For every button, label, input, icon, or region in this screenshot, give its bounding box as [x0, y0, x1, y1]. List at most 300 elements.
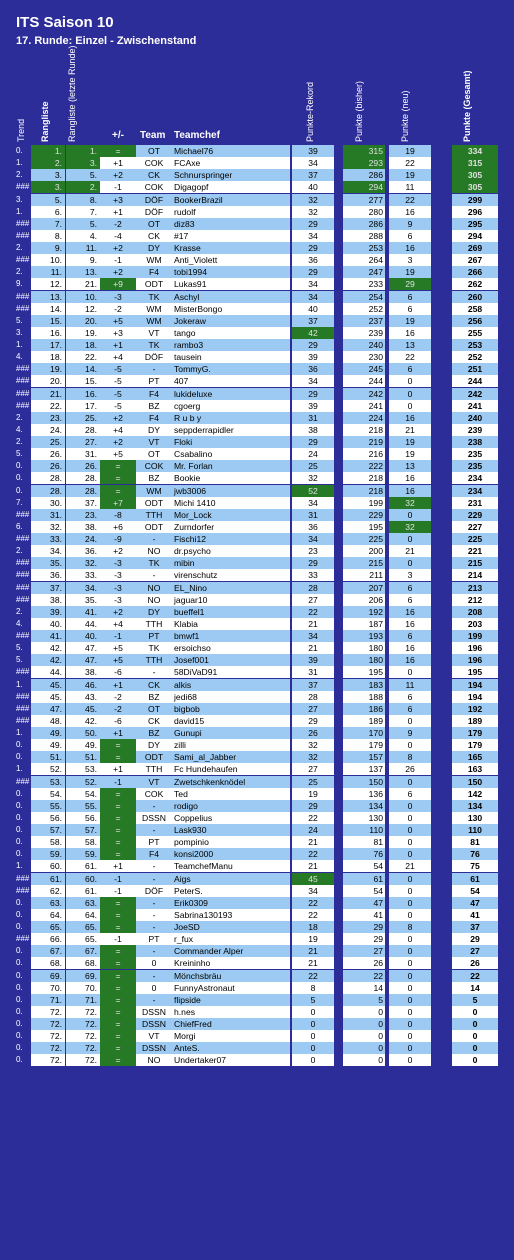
cell-team: TTH: [136, 509, 172, 521]
cell-bisher: 195: [343, 521, 385, 533]
cell-rekord: 22: [292, 909, 334, 921]
cell-team: ODT: [136, 278, 172, 290]
cell-prev-rank: 12.: [66, 303, 100, 315]
table-row: [0, 412, 514, 424]
cell-diff: +1: [100, 763, 136, 775]
cell-team: F4: [136, 848, 172, 860]
cell-bisher: 29: [343, 933, 385, 945]
cell-bisher: 206: [343, 594, 385, 606]
header-rangliste: Rangliste: [40, 101, 50, 142]
cell-neu: 0: [389, 715, 431, 727]
cell-rank: 45.: [31, 679, 65, 691]
table-row: [0, 642, 514, 654]
cell-prev-rank: 60.: [66, 873, 100, 885]
cell-rekord: 29: [292, 800, 334, 812]
cell-team: CK: [136, 169, 172, 181]
cell-trend: 1.: [16, 206, 23, 216]
cell-diff: -6: [100, 666, 136, 678]
cell-bisher: 240: [343, 339, 385, 351]
cell-bisher: 280: [343, 206, 385, 218]
cell-gesamt: 81: [452, 836, 498, 848]
cell-rekord: 25: [292, 460, 334, 472]
cell-teamchef: dr.psycho: [172, 545, 290, 557]
cell-rank: 3.: [31, 181, 65, 193]
cell-neu: 19: [389, 145, 431, 157]
cell-neu: 19: [389, 266, 431, 278]
cell-teamchef: ersoichso: [172, 642, 290, 654]
cell-gesamt: 258: [452, 303, 498, 315]
table-row: [0, 363, 514, 375]
cell-bisher: 110: [343, 824, 385, 836]
cell-teamchef: tobi1994: [172, 266, 290, 278]
cell-team: TTH: [136, 654, 172, 666]
table-row: [0, 848, 514, 860]
cell-rekord: 0: [292, 1006, 334, 1018]
cell-diff: +1: [100, 727, 136, 739]
cell-team: COK: [136, 157, 172, 169]
table-row: [0, 715, 514, 727]
cell-diff: +5: [100, 654, 136, 666]
cell-bisher: 22: [343, 970, 385, 982]
header-rangliste-letzte: Rangliste (letzte Runde): [67, 45, 77, 142]
cell-prev-rank: 52.: [66, 776, 100, 788]
table-row: [0, 654, 514, 666]
cell-bisher: 286: [343, 169, 385, 181]
cell-diff: =: [100, 921, 136, 933]
cell-team: TK: [136, 557, 172, 569]
cell-trend: 3.: [16, 194, 23, 204]
cell-bisher: 0: [343, 1054, 385, 1066]
cell-diff: +3: [100, 194, 136, 206]
cell-rank: 72.: [31, 1006, 65, 1018]
table-row: [0, 206, 514, 218]
cell-gesamt: 221: [452, 545, 498, 557]
cell-gesamt: 196: [452, 642, 498, 654]
cell-prev-rank: 7.: [66, 206, 100, 218]
cell-diff: +2: [100, 606, 136, 618]
cell-trend: 0.: [16, 788, 23, 798]
table-row: [0, 885, 514, 897]
cell-prev-rank: 25.: [66, 412, 100, 424]
cell-gesamt: 37: [452, 921, 498, 933]
table-row: [0, 291, 514, 303]
cell-rank: 53.: [31, 776, 65, 788]
cell-bisher: 253: [343, 242, 385, 254]
cell-rank: 60.: [31, 860, 65, 872]
cell-rank: 3.: [31, 169, 65, 181]
cell-rank: 18.: [31, 351, 65, 363]
cell-trend: 0.: [16, 982, 23, 992]
cell-diff: -3: [100, 582, 136, 594]
cell-teamchef: jwb3006: [172, 485, 290, 497]
table-row: [0, 218, 514, 230]
cell-bisher: 216: [343, 448, 385, 460]
cell-neu: 32: [389, 497, 431, 509]
cell-teamchef: Floki: [172, 436, 290, 448]
cell-trend: 1.: [16, 158, 23, 168]
cell-gesamt: 165: [452, 751, 498, 763]
cell-bisher: 27: [343, 945, 385, 957]
cell-neu: 19: [389, 448, 431, 460]
cell-neu: 0: [389, 885, 431, 897]
cell-bisher: 245: [343, 363, 385, 375]
cell-team: -: [136, 921, 172, 933]
cell-diff: -2: [100, 303, 136, 315]
cell-rank: 52.: [31, 763, 65, 775]
cell-trend: 5.: [16, 315, 23, 325]
cell-prev-rank: 61.: [66, 860, 100, 872]
cell-gesamt: 14: [452, 982, 498, 994]
cell-team: -: [136, 970, 172, 982]
cell-gesamt: 235: [452, 460, 498, 472]
cell-rank: 30.: [31, 497, 65, 509]
cell-gesamt: 0: [452, 1030, 498, 1042]
header-bisher: Punkte (bisher): [354, 80, 364, 142]
cell-prev-rank: 31.: [66, 448, 100, 460]
cell-gesamt: 0: [452, 1006, 498, 1018]
cell-diff: +2: [100, 266, 136, 278]
cell-rekord: 36: [292, 254, 334, 266]
cell-bisher: 29: [343, 921, 385, 933]
cell-teamchef: Michi 1410: [172, 497, 290, 509]
cell-teamchef: h.nes: [172, 1006, 290, 1018]
table-row: [0, 388, 514, 400]
cell-team: DY: [136, 739, 172, 751]
cell-trend: 5.: [16, 643, 23, 653]
cell-rekord: 34: [292, 497, 334, 509]
cell-team: VT: [136, 776, 172, 788]
cell-rank: 56.: [31, 812, 65, 824]
cell-neu: 0: [389, 994, 431, 1006]
cell-gesamt: 213: [452, 582, 498, 594]
cell-prev-rank: 18.: [66, 339, 100, 351]
cell-rekord: 42: [292, 327, 334, 339]
cell-bisher: 54: [343, 885, 385, 897]
cell-rekord: 21: [292, 957, 334, 969]
cell-gesamt: 26: [452, 957, 498, 969]
cell-prev-rank: 36.: [66, 545, 100, 557]
table-row: [0, 533, 514, 545]
cell-trend: 0.: [16, 485, 23, 495]
cell-neu: 6: [389, 594, 431, 606]
cell-rank: 72.: [31, 1018, 65, 1030]
cell-bisher: 294: [343, 181, 385, 193]
cell-rank: 19.: [31, 363, 65, 375]
cell-trend: 0.: [16, 146, 23, 155]
table-row: [0, 485, 514, 497]
cell-diff: =: [100, 1054, 136, 1066]
table-row: [0, 436, 514, 448]
cell-teamchef: tausein: [172, 351, 290, 363]
cell-rank: 59.: [31, 848, 65, 860]
cell-team: COK: [136, 181, 172, 193]
cell-teamchef: Undertaker07: [172, 1054, 290, 1066]
cell-team: DSSN: [136, 812, 172, 824]
cell-prev-rank: 27.: [66, 436, 100, 448]
cell-teamchef: Jokeraw: [172, 315, 290, 327]
cell-bisher: 136: [343, 788, 385, 800]
cell-diff: =: [100, 982, 136, 994]
cell-teamchef: Sami_al_Jabber: [172, 751, 290, 763]
cell-trend: ###: [16, 631, 30, 640]
cell-rekord: 22: [292, 606, 334, 618]
cell-diff: +2: [100, 169, 136, 181]
cell-prev-rank: 28.: [66, 485, 100, 497]
cell-rekord: 27: [292, 763, 334, 775]
cell-teamchef: AnteS.: [172, 1042, 290, 1054]
cell-rank: 41.: [31, 630, 65, 642]
cell-team: WM: [136, 315, 172, 327]
cell-gesamt: 244: [452, 375, 498, 387]
table-row: [0, 521, 514, 533]
cell-gesamt: 231: [452, 497, 498, 509]
page-subtitle: 17. Runde: Einzel - Zwischenstand: [16, 35, 197, 47]
cell-teamchef: FCAxe: [172, 157, 290, 169]
cell-trend: ###: [16, 582, 30, 592]
cell-bisher: 0: [343, 1030, 385, 1042]
cell-neu: 0: [389, 812, 431, 824]
cell-rank: 26.: [31, 460, 65, 472]
cell-prev-rank: 42.: [66, 715, 100, 727]
cell-bisher: 192: [343, 606, 385, 618]
cell-trend: 0.: [16, 897, 23, 907]
cell-teamchef: Mr. Forlan: [172, 460, 290, 472]
cell-neu: 16: [389, 654, 431, 666]
cell-rekord: 21: [292, 836, 334, 848]
cell-prev-rank: 34.: [66, 582, 100, 594]
cell-rank: 28.: [31, 485, 65, 497]
cell-bisher: 277: [343, 194, 385, 206]
cell-bisher: 179: [343, 739, 385, 751]
cell-rank: 2.: [31, 157, 65, 169]
cell-teamchef: Bookie: [172, 472, 290, 484]
table-row: [0, 957, 514, 969]
cell-neu: 0: [389, 933, 431, 945]
cell-rekord: 29: [292, 266, 334, 278]
cell-neu: 16: [389, 618, 431, 630]
cell-neu: 3: [389, 569, 431, 581]
cell-gesamt: 295: [452, 218, 498, 230]
cell-rekord: 22: [292, 848, 334, 860]
cell-rekord: 23: [292, 545, 334, 557]
cell-neu: 6: [389, 691, 431, 703]
cell-trend: 0.: [16, 909, 23, 919]
cell-diff: +1: [100, 860, 136, 872]
cell-rank: 68.: [31, 957, 65, 969]
table-row: [0, 303, 514, 315]
cell-prev-rank: 17.: [66, 400, 100, 412]
cell-trend: 0.: [16, 473, 23, 483]
cell-gesamt: 189: [452, 715, 498, 727]
cell-bisher: 230: [343, 351, 385, 363]
cell-bisher: 254: [343, 291, 385, 303]
cell-prev-rank: 22.: [66, 351, 100, 363]
cell-teamchef: Aigs: [172, 873, 290, 885]
cell-rekord: 34: [292, 278, 334, 290]
cell-rekord: 29: [292, 715, 334, 727]
cell-diff: =: [100, 1030, 136, 1042]
cell-diff: =: [100, 1018, 136, 1030]
cell-rank: 54.: [31, 788, 65, 800]
cell-diff: =: [100, 836, 136, 848]
cell-trend: ###: [16, 376, 30, 386]
cell-rekord: 26: [292, 727, 334, 739]
cell-gesamt: 29: [452, 933, 498, 945]
cell-gesamt: 41: [452, 909, 498, 921]
cell-teamchef: mibin: [172, 557, 290, 569]
cell-rekord: 22: [292, 970, 334, 982]
cell-teamchef: Zwetschkenknödel: [172, 776, 290, 788]
cell-trend: 5.: [16, 655, 23, 665]
cell-diff: =: [100, 897, 136, 909]
cell-rekord: 32: [292, 472, 334, 484]
cell-trend: 5.: [16, 449, 23, 459]
cell-gesamt: 260: [452, 291, 498, 303]
cell-neu: 0: [389, 375, 431, 387]
cell-diff: -4: [100, 230, 136, 242]
cell-bisher: 288: [343, 230, 385, 242]
cell-diff: -9: [100, 533, 136, 545]
table-row: [0, 181, 514, 193]
cell-prev-rank: 28.: [66, 472, 100, 484]
cell-neu: 16: [389, 206, 431, 218]
table-row: [0, 315, 514, 327]
cell-trend: 1.: [16, 764, 23, 774]
cell-prev-rank: 11.: [66, 242, 100, 254]
cell-rank: 26.: [31, 448, 65, 460]
cell-neu: 0: [389, 836, 431, 848]
cell-trend: 0.: [16, 994, 23, 1004]
cell-trend: 2.: [16, 412, 23, 422]
cell-rank: 31.: [31, 509, 65, 521]
cell-diff: =: [100, 751, 136, 763]
cell-gesamt: 22: [452, 970, 498, 982]
cell-rank: 20.: [31, 375, 65, 387]
cell-gesamt: 305: [452, 169, 498, 181]
cell-rekord: 0: [292, 1030, 334, 1042]
cell-prev-rank: 64.: [66, 909, 100, 921]
cell-team: TK: [136, 291, 172, 303]
table-row: [0, 230, 514, 242]
cell-diff: +3: [100, 327, 136, 339]
cell-bisher: 242: [343, 388, 385, 400]
cell-bisher: 188: [343, 691, 385, 703]
cell-prev-rank: 63.: [66, 897, 100, 909]
cell-teamchef: Krasse: [172, 242, 290, 254]
cell-prev-rank: 13.: [66, 266, 100, 278]
cell-diff: +1: [100, 339, 136, 351]
cell-rank: 8.: [31, 230, 65, 242]
cell-rekord: 34: [292, 157, 334, 169]
cell-prev-rank: 1.: [66, 145, 100, 157]
cell-neu: 19: [389, 436, 431, 448]
cell-diff: -5: [100, 400, 136, 412]
cell-prev-rank: 43.: [66, 691, 100, 703]
cell-rekord: 29: [292, 388, 334, 400]
cell-neu: 16: [389, 327, 431, 339]
cell-bisher: 286: [343, 218, 385, 230]
cell-team: -: [136, 994, 172, 1006]
cell-teamchef: jaguar10: [172, 594, 290, 606]
cell-rekord: 31: [292, 412, 334, 424]
cell-trend: 0.: [16, 1006, 23, 1016]
cell-teamchef: 407: [172, 375, 290, 387]
cell-teamchef: rambo3: [172, 339, 290, 351]
cell-gesamt: 241: [452, 400, 498, 412]
cell-bisher: 157: [343, 751, 385, 763]
cell-rank: 72.: [31, 1054, 65, 1066]
cell-teamchef: R u b y: [172, 412, 290, 424]
cell-prev-rank: 10.: [66, 291, 100, 303]
cell-teamchef: Erik0309: [172, 897, 290, 909]
cell-diff: =: [100, 788, 136, 800]
cell-team: VT: [136, 327, 172, 339]
cell-diff: +2: [100, 545, 136, 557]
cell-gesamt: 234: [452, 472, 498, 484]
cell-rank: 48.: [31, 715, 65, 727]
cell-team: -: [136, 873, 172, 885]
cell-trend: 2.: [16, 243, 23, 252]
cell-neu: 0: [389, 388, 431, 400]
cell-trend: 2.: [16, 546, 23, 556]
cell-bisher: 0: [343, 1042, 385, 1054]
cell-gesamt: 305: [452, 181, 498, 193]
cell-bisher: 244: [343, 375, 385, 387]
cell-bisher: 26: [343, 957, 385, 969]
table-row: [0, 1030, 514, 1042]
cell-diff: =: [100, 485, 136, 497]
cell-teamchef: bigbob: [172, 703, 290, 715]
cell-diff: =: [100, 1042, 136, 1054]
header-teamchef: Teamchef: [174, 130, 220, 141]
table-row: [0, 242, 514, 254]
cell-diff: -1: [100, 254, 136, 266]
cell-trend: 0.: [16, 752, 23, 762]
cell-prev-rank: 49.: [66, 739, 100, 751]
cell-prev-rank: 72.: [66, 1054, 100, 1066]
cell-neu: 21: [389, 424, 431, 436]
cell-diff: -2: [100, 691, 136, 703]
cell-prev-rank: 2.: [66, 181, 100, 193]
cell-gesamt: 235: [452, 448, 498, 460]
cell-prev-rank: 38.: [66, 666, 100, 678]
cell-rank: 7.: [31, 218, 65, 230]
cell-team: NO: [136, 545, 172, 557]
cell-teamchef: ChiefFred: [172, 1018, 290, 1030]
cell-rank: 44.: [31, 666, 65, 678]
cell-team: -: [136, 860, 172, 872]
cell-bisher: 225: [343, 533, 385, 545]
cell-team: DÖF: [136, 206, 172, 218]
cell-rekord: 0: [292, 1042, 334, 1054]
cell-rekord: 24: [292, 448, 334, 460]
cell-teamchef: BookerBrazil: [172, 194, 290, 206]
cell-bisher: 218: [343, 424, 385, 436]
cell-gesamt: 194: [452, 691, 498, 703]
cell-diff: -5: [100, 375, 136, 387]
cell-team: CK: [136, 679, 172, 691]
cell-bisher: 54: [343, 860, 385, 872]
table-row: [0, 909, 514, 921]
cell-neu: 21: [389, 860, 431, 872]
cell-rekord: 21: [292, 860, 334, 872]
cell-teamchef: Michael76: [172, 145, 290, 157]
cell-trend: ###: [16, 218, 30, 228]
cell-diff: -1: [100, 630, 136, 642]
cell-rank: 63.: [31, 897, 65, 909]
cell-team: F4: [136, 266, 172, 278]
table-row: [0, 339, 514, 351]
